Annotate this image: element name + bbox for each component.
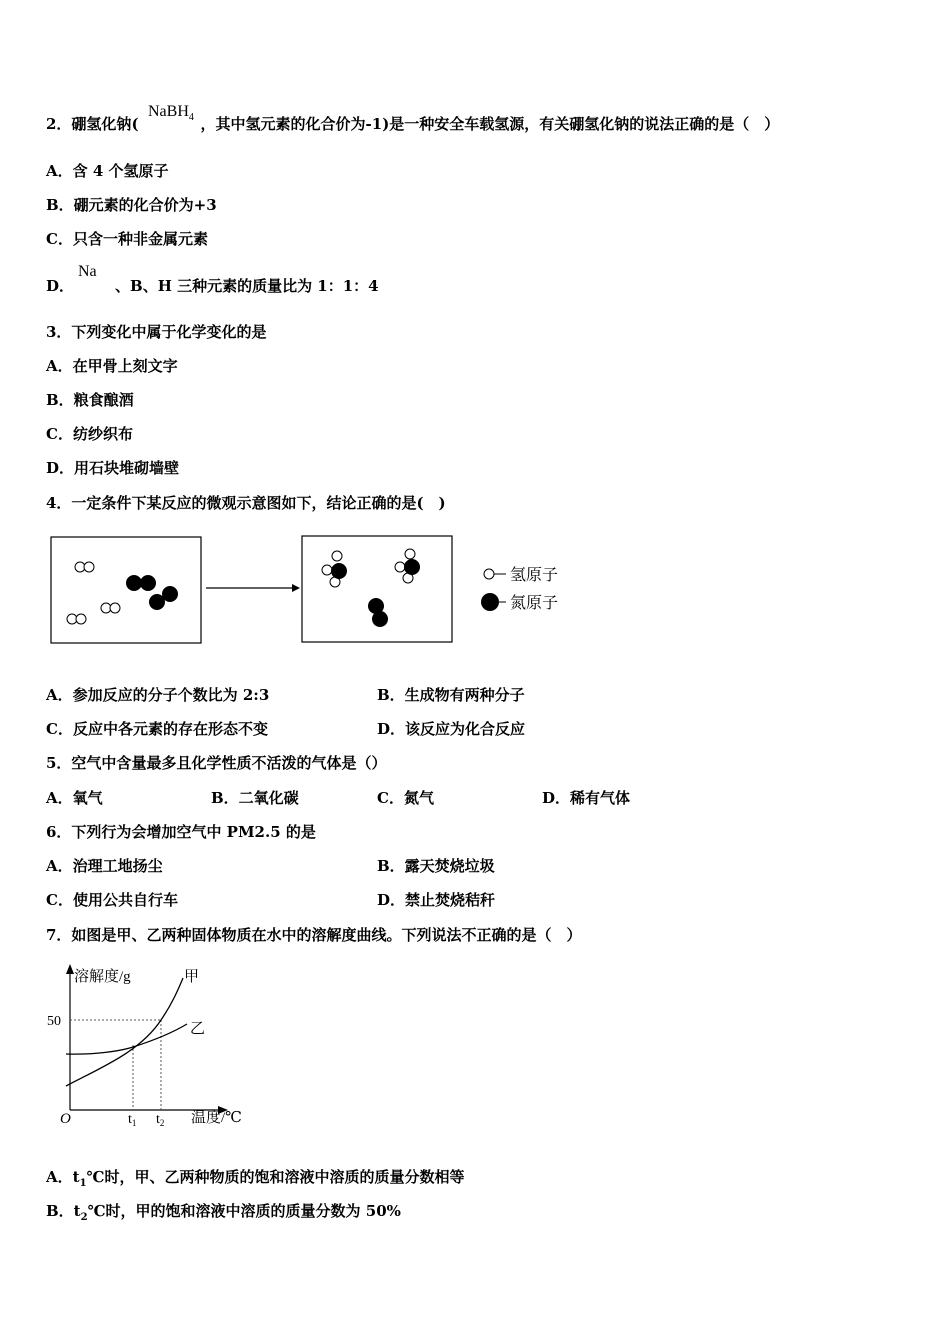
q4-stem: 4．一定条件下某反应的微观示意图如下，结论正确的是( ) <box>46 494 446 512</box>
q6-option-a: A．治理工地扬尘 <box>46 857 163 875</box>
q2-formula: NaBH$_4$ <box>148 103 194 123</box>
q5-option-d: D．稀有气体 <box>542 789 631 807</box>
legend-nitrogen-label: 氮原子 <box>510 595 559 612</box>
x-axis-label: 温度/℃ <box>191 1110 242 1126</box>
curve-yi <box>66 1024 187 1054</box>
q4-option-b: B．生成物有两种分子 <box>377 686 525 704</box>
q2-option-d: D． 、B、H 三种元素的质量比为 1：1：4 <box>46 277 379 295</box>
q6-option-b: B．露天焚烧垃圾 <box>377 857 495 875</box>
solubility-graph <box>40 960 270 1135</box>
q2-option-a: A．含 4 个氢原子 <box>46 162 169 180</box>
q5-stem: 5．空气中含量最多且化学性质不活泼的气体是（） <box>46 754 387 772</box>
curve-jia <box>66 978 183 1086</box>
q2-optd-formula: Na <box>78 263 97 280</box>
t1-label: $t_1$ <box>128 1112 137 1128</box>
q2-option-c: C．只含一种非金属元素 <box>46 230 208 248</box>
hydrogen-legend-icon <box>484 569 494 579</box>
reactant-box <box>51 537 201 643</box>
t2-label: $t_2$ <box>156 1112 165 1128</box>
q3-stem: 3．下列变化中属于化学变化的是 <box>46 323 267 341</box>
origin-label: O <box>60 1111 71 1127</box>
q5-option-b: B．二氧化碳 <box>211 789 299 807</box>
q5-option-c: C．氮气 <box>377 789 434 807</box>
q6-option-d: D．禁止焚烧秸秆 <box>377 891 496 909</box>
nitrogen-legend-icon <box>481 593 499 611</box>
curve-yi-label: 乙 <box>190 1021 206 1037</box>
q7-option-a: A．$t_1℃$时，甲、乙两种物质的饱和溶液中溶质的质量分数相等 <box>46 1168 465 1189</box>
y-axis-label: 溶解度/g <box>74 969 131 985</box>
q3-option-c: C．纺纱织布 <box>46 425 133 443</box>
q2-stem-pre: 2．硼氢化钠( <box>46 115 139 133</box>
curve-jia-label: 甲 <box>184 969 200 985</box>
q3-option-b: B．粮食酿酒 <box>46 391 134 409</box>
y-tick-50: 50 <box>47 1014 61 1029</box>
q5-option-a: A．氧气 <box>46 789 103 807</box>
q6-stem: 6．下列行为会增加空气中 PM2.5 的是 <box>46 823 316 841</box>
q3-option-d: D．用石块堆砌墙壁 <box>46 459 180 477</box>
q4-option-c: C．反应中各元素的存在形态不变 <box>46 720 268 738</box>
q4-option-d: D．该反应为化合反应 <box>377 720 526 738</box>
q6-option-c: C．使用公共自行车 <box>46 891 178 909</box>
q2-stem-post: ，其中氢元素的化合价为-1)是一种安全车载氢源，有关硼氢化钠的说法正确的是（ ） <box>200 115 780 133</box>
q2-option-b: B．硼元素的化合价为+3 <box>46 196 217 214</box>
q7-stem: 7．如图是甲、乙两种固体物质在水中的溶解度曲线。下列说法不正确的是（ ） <box>46 926 582 944</box>
q7-option-b: B．$t_2℃$时，甲的饱和溶液中溶质的质量分数为 50% <box>46 1202 401 1223</box>
legend-hydrogen-label: 氢原子 <box>510 567 559 584</box>
q4-option-a: A．参加反应的分子个数比为 2:3 <box>46 686 270 704</box>
q3-option-a: A．在甲骨上刻文字 <box>46 357 178 375</box>
reaction-diagram <box>40 530 600 650</box>
